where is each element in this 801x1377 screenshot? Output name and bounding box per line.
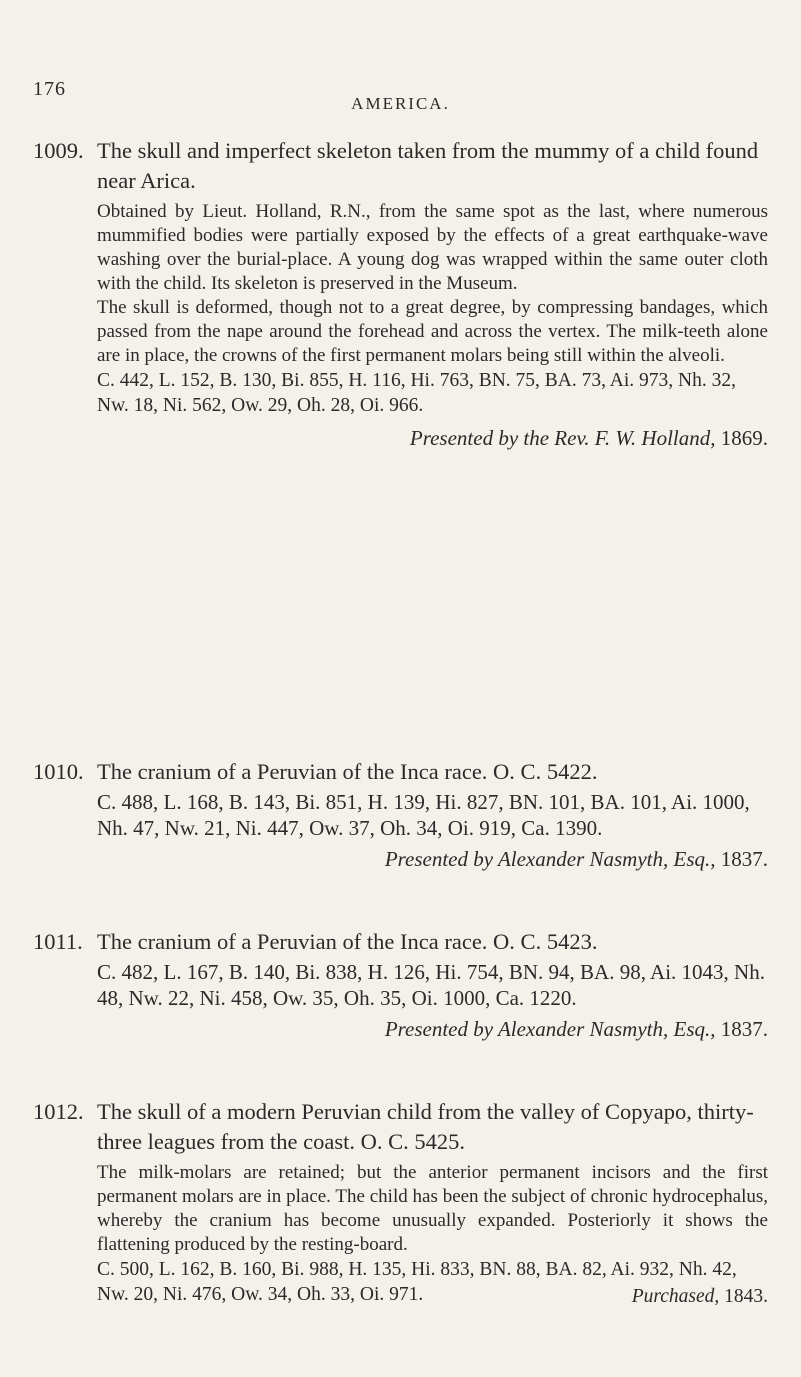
entry-title-text: The cranium of a Peruvian of the Inca race. O. C. 5422.	[97, 759, 598, 784]
entry-number: 1009.	[33, 138, 84, 163]
entry-title-text: The skull of a modern Peruvian child from the valley of Copyapo, thirty-three leagues from the coast. O. C. 5425.	[97, 1099, 754, 1154]
entry-description	[33, 1161, 768, 1257]
credit-year: 1837.	[720, 1017, 768, 1041]
credit-text: Purchased,	[631, 1286, 720, 1307]
entry-title-text: The cranium of a Peruvian of the Inca race. O. C. 5423.	[97, 929, 598, 954]
credit-text: Presented by Alexander Nasmyth, Esq.,	[384, 847, 716, 871]
entry-credit	[33, 845, 768, 873]
entry-title	[33, 927, 768, 957]
description-paragraph: Obtained by Lieut. Holland, R.N., from the same spot as the last, where numerous mummified bodies were partially exposed by the effects of a great earthquake-wave washing over the burial-place. A young dog was wrapped within the same outer cloth with the child. Its skeleton is preserved in the Museum.	[97, 201, 768, 294]
credit-year: 1837.	[720, 847, 768, 871]
credit-text: Presented by the Rev. F. W. Holland,	[409, 426, 716, 450]
page-header	[0, 78, 801, 118]
catalogue-entry-1012	[33, 1097, 768, 1309]
catalogue-entry-1009	[33, 136, 768, 452]
catalogue-entry-1011	[33, 927, 768, 1043]
entry-title	[33, 136, 768, 196]
entry-description	[33, 200, 768, 368]
description-paragraph: The skull is deformed, though not to a great degree, by compressing bandages, which passed from the nape around the forehead and across the vertex. The milk-teeth alone are in place, the crowns of the first permanent molars being still within the alveoli.	[97, 297, 768, 366]
running-head: AMERICA.	[351, 94, 450, 113]
entry-title	[33, 757, 768, 787]
entry-credit	[33, 1015, 768, 1043]
entry-measurements: C. 500, L. 162, B. 160, Bi. 988, H. 135, Hi. 833, BN. 88, BA. 82, Ai. 932, Nh. 42, Nw. 20, Ni. 476, Ow. 34, Oh. 33, Oi. 971.	[97, 1259, 737, 1305]
entry-number: 1011.	[33, 929, 83, 954]
entry-measurements: C. 482, L. 167, B. 140, Bi. 838, H. 126, Hi. 754, BN. 94, BA. 98, Ai. 1043, Nh. 48, Nw. 22, Ni. 458, Ow. 35, Oh. 35, Oi. 1000, Ca. 1220.	[97, 960, 765, 1010]
credit-year: 1843.	[724, 1286, 768, 1307]
entry-measurements: C. 488, L. 168, B. 143, Bi. 851, H. 139, Hi. 827, BN. 101, BA. 101, Ai. 1000, Nh. 47, Nw. 21, Ni. 447, Ow. 37, Oh. 34, Oi. 919, Ca. 1390.	[97, 790, 750, 840]
entry-number: 1012.	[33, 1099, 84, 1124]
entry-measurements: C. 442, L. 152, B. 130, Bi. 855, H. 116, Hi. 763, BN. 75, BA. 73, Ai. 973, Nh. 32, Nw. 18, Ni. 562, Ow. 29, Oh. 28, Oi. 966.	[97, 370, 737, 416]
entry-title	[33, 1097, 768, 1157]
entry-title-text: The skull and imperfect skeleton taken from the mummy of a child found near Arica.	[97, 138, 759, 193]
credit-year: 1869.	[720, 426, 768, 450]
description-paragraph: The milk-molars are retained; but the anterior permanent incisors and the first permanent molars are in place. The child has been the subject of chronic hydrocephalus, whereby the cranium has become unusually expanded. Posteriorly it shows the flattening produced by the resting-board.	[97, 1162, 768, 1255]
credit-text: Presented by Alexander Nasmyth, Esq.,	[384, 1017, 716, 1041]
page-number: 176	[33, 78, 66, 100]
catalogue-entry-1010	[33, 757, 768, 873]
entry-number: 1010.	[33, 759, 84, 784]
entry-credit	[33, 424, 768, 452]
